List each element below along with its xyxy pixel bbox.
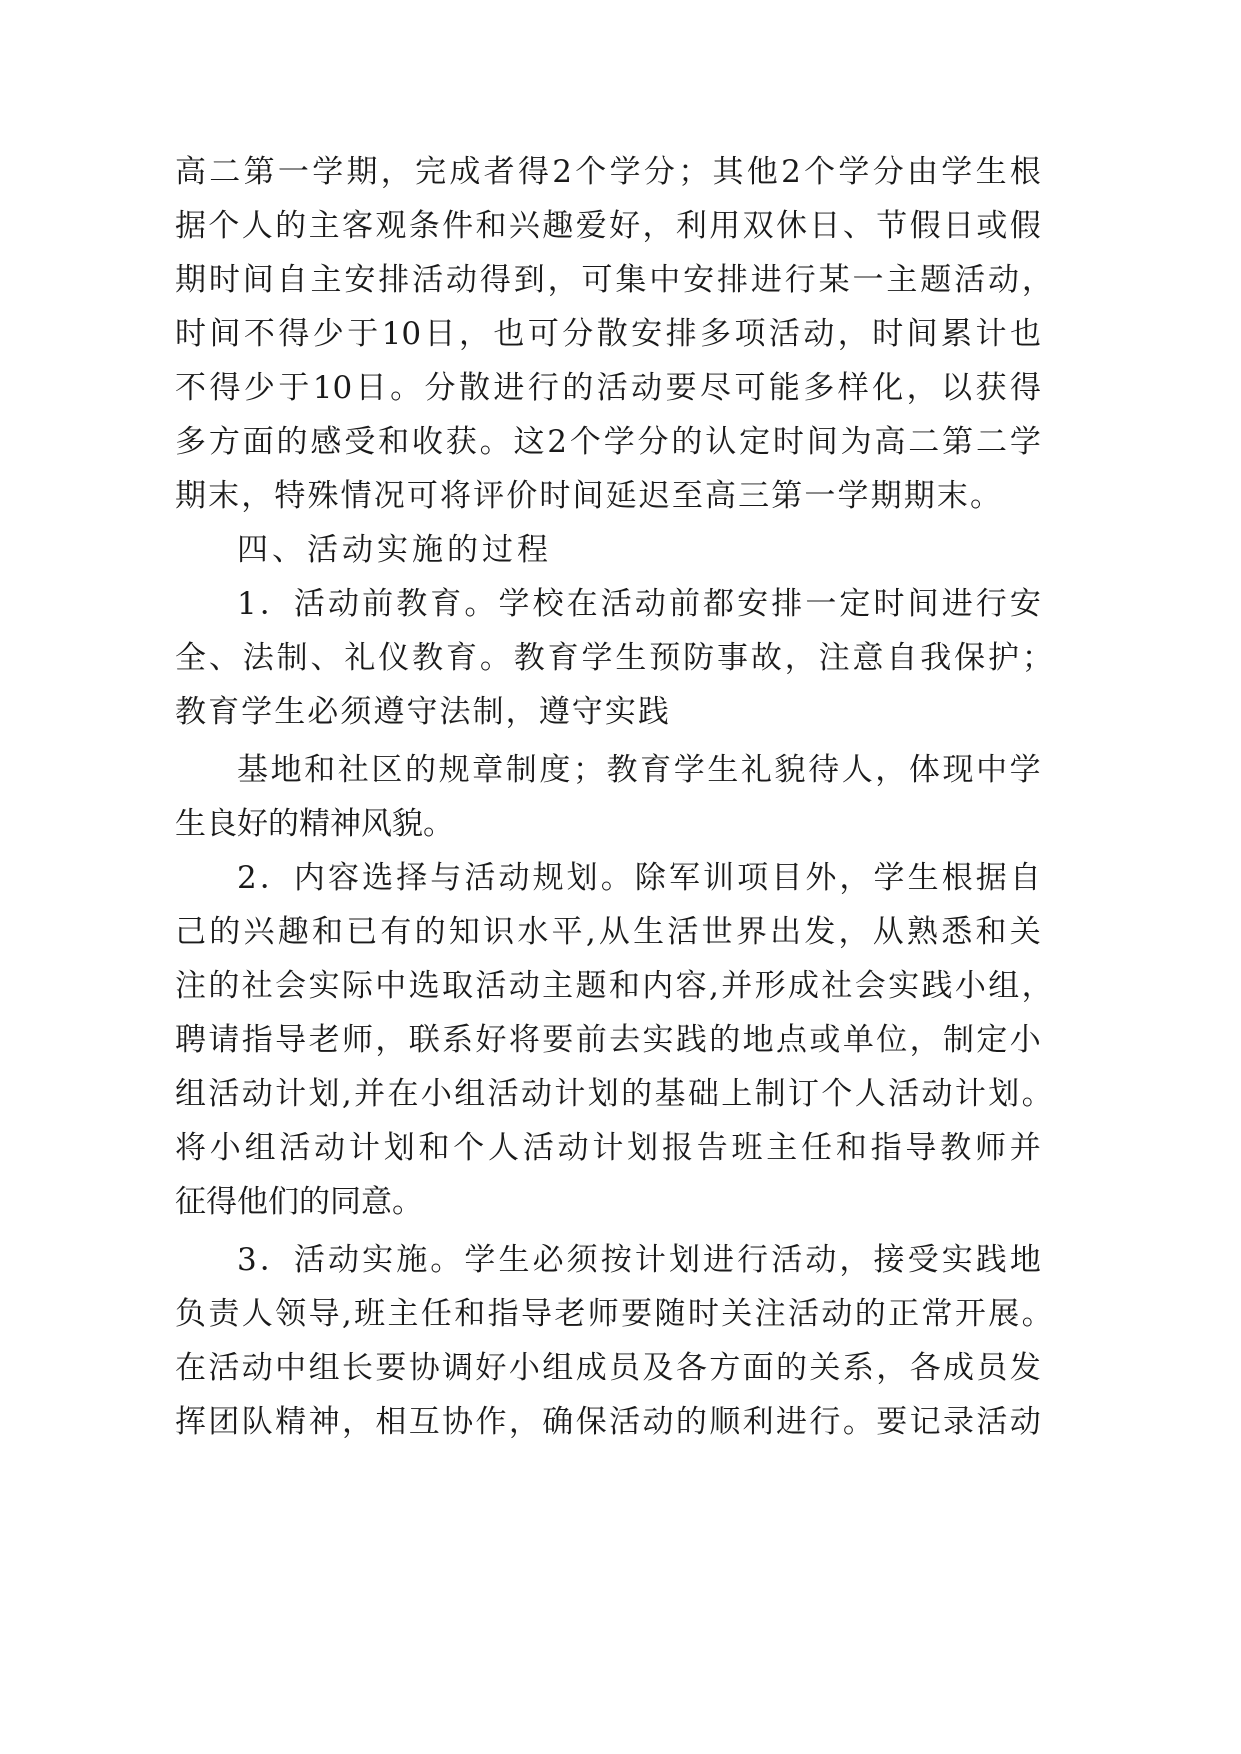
text-line: 负 责 人 领 导 , 班 主 任 和 指 导 老 师 要 随 时 关 注 活 动 的 正 常 开 展 。 bbox=[175, 1296, 1053, 1332]
text-line: 聘 请 指 导 老 师 ， 联 系 好 将 要 前 去 实 践 的 地 点 或 单 位 ， 制 定 小 bbox=[175, 1022, 1041, 1058]
text-line: 在 活 动 中 组 长 要 协 调 好 小 组 成 员 及 各 方 面 的 关 系 ， 各 成 员 发 bbox=[175, 1350, 1041, 1386]
text-line: 教 育 学 生 必 须 遵 守 法 制 ， 遵 守 实 践 bbox=[175, 694, 669, 730]
text-line: 己 的 兴 趣 和 已 有 的 知 识 水 平 , 从 生 活 世 界 出 发 ， 从 熟 悉 和 关 bbox=[175, 914, 1041, 950]
text-line: 多 方 面 的 感 受 和 收 获 。 这 2 个 学 分 的 认 定 时 间 为 高 二 第 二 学 bbox=[175, 424, 1041, 460]
text-line: 时 间 不 得 少 于 10 日 ， 也 可 分 散 安 排 多 项 活 动 ， 时 间 累 计 也 bbox=[175, 316, 1041, 352]
section-heading: 四、活动实施的过程 bbox=[237, 532, 552, 568]
text-line: 征 得 他 们 的 同 意 。 bbox=[175, 1184, 423, 1220]
text-line: 不 得 少 于 10 日 。 分 散 进 行 的 活 动 要 尽 可 能 多 样 化 ， 以 获 得 bbox=[175, 370, 1041, 406]
text-line: 组 活 动 计 划 , 并 在 小 组 活 动 计 划 的 基 础 上 制 订 个 人 活 动 计 划 。 bbox=[175, 1076, 1053, 1112]
text-line: 期 时 间 自 主 安 排 活 动 得 到 ， 可 集 中 安 排 进 行 某 一 主 题 活 动 ， bbox=[175, 262, 1053, 298]
text-line: 1 ． 活 动 前 教 育 。 学 校 在 活 动 前 都 安 排 一 定 时 间 进 行 安 bbox=[237, 586, 1041, 622]
text-line: 3 ． 活 动 实 施 。 学 生 必 须 按 计 划 进 行 活 动 ， 接 受 实 践 地 bbox=[237, 1242, 1041, 1278]
text-line: 全 、 法 制 、 礼 仪 教 育 。 教 育 学 生 预 防 事 故 ， 注 意 自 我 保 护 ； bbox=[175, 640, 1053, 676]
text-line: 据 个 人 的 主 客 观 条 件 和 兴 趣 爱 好 ， 利 用 双 休 日 、 节 假 日 或 假 bbox=[175, 208, 1041, 244]
text-line: 基 地 和 社 区 的 规 章 制 度 ； 教 育 学 生 礼 貌 待 人 ， 体 现 中 学 bbox=[237, 752, 1041, 788]
text-line: 高 二 第 一 学 期 ， 完 成 者 得 2 个 学 分 ； 其 他 2 个 学 分 由 学 生 根 bbox=[175, 154, 1041, 190]
text-line: 2 ． 内 容 选 择 与 活 动 规 划 。 除 军 训 项 目 外 ， 学 生 根 据 自 bbox=[237, 860, 1041, 896]
text-line: 生 良 好 的 精 神 风 貌 。 bbox=[175, 806, 454, 842]
text-line: 将 小 组 活 动 计 划 和 个 人 活 动 计 划 报 告 班 主 任 和 指 导 教 师 并 bbox=[175, 1130, 1041, 1166]
text-line: 挥 团 队 精 神 ， 相 互 协 作 ， 确 保 活 动 的 顺 利 进 行 。 要 记 录 活 动 bbox=[175, 1404, 1041, 1440]
text-line: 注 的 社 会 实 际 中 选 取 活 动 主 题 和 内 容 , 并 形 成 社 会 实 践 小 组 ， bbox=[175, 968, 1053, 1004]
text-line: 期 末 ， 特 殊 情 况 可 将 评 价 时 间 延 迟 至 高 三 第 一 学 期 期 末 。 bbox=[175, 478, 1001, 514]
